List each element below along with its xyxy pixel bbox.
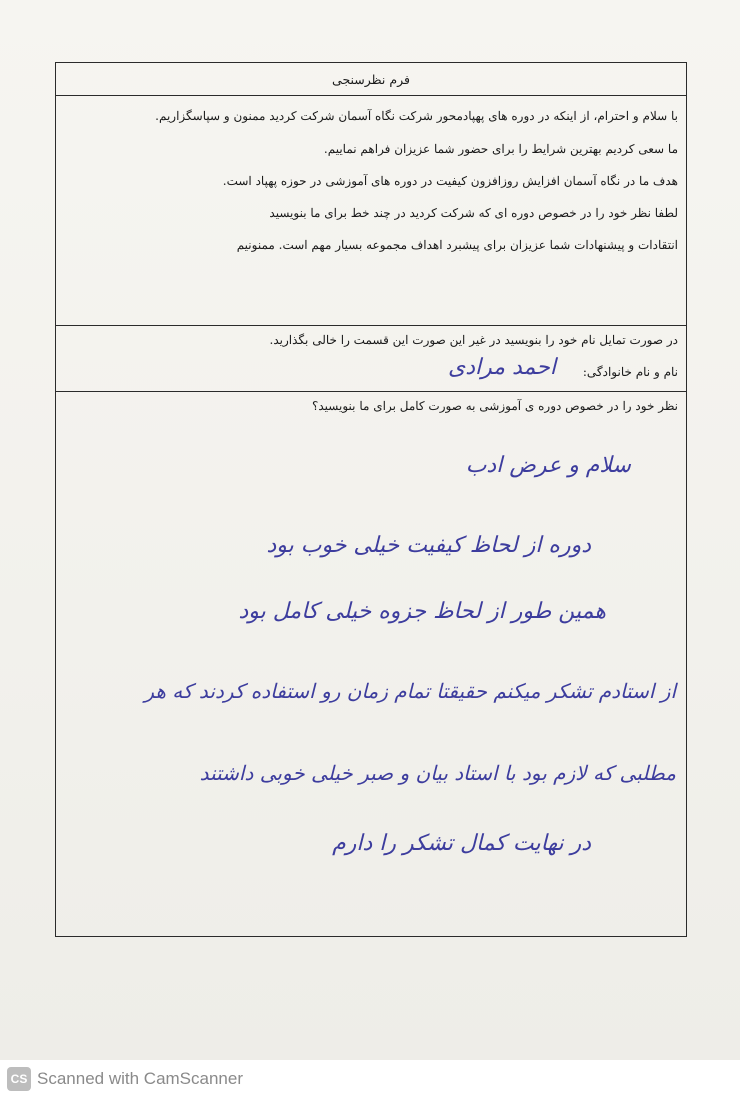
name-instruction: در صورت تمایل نام خود را بنویسید در غیر این صورت این قسمت را خالی بگذارید.	[269, 333, 678, 347]
handwritten-line: از استادم تشکر میکنم حقیقتا تمام زمان رو استفاده کردند که هر	[144, 679, 676, 703]
handwritten-line: دوره از لحاظ کیفیت خیلی خوب بود	[266, 533, 591, 558]
question-text: نظر خود را در خصوص دوره ی آموزشی به صورت کامل برای ما بنویسید؟	[312, 399, 678, 413]
handwritten-line: همین طور از لحاظ جزوه خیلی کامل بود	[238, 599, 606, 624]
scanned-with-text: Scanned with CamScanner	[37, 1068, 244, 1088]
survey-form	[55, 62, 687, 937]
camscanner-footer	[0, 1060, 740, 1097]
name-handwriting: احمد مرادی	[447, 355, 556, 380]
name-section	[56, 325, 686, 392]
handwritten-line: در نهایت کمال تشکر را دارم	[332, 831, 591, 856]
handwritten-line: مطلبی که لازم بود با استاد بیان و صبر خیلی خوبی داشتند	[199, 761, 676, 785]
intro-line: ما سعی کردیم بهترین شرایط را برای حضور شما عزیزان فراهم نماییم.	[323, 142, 678, 156]
intro-section	[56, 95, 686, 326]
camscanner-logo: CS	[7, 1067, 31, 1091]
form-title: فرم نظرسنجی	[56, 63, 686, 96]
intro-line: انتقادات و پیشنهادات شما عزیزان برای پیشبرد اهداف مجموعه بسیار مهم است. ممنونیم	[236, 238, 678, 252]
answer-section	[56, 391, 686, 936]
handwritten-line: سلام و عرض ادب	[465, 453, 631, 478]
intro-line: با سلام و احترام، از اینکه در دوره های پهپادمحور شرکت نگاه آسمان شرکت کردید ممنون و سپاسگزاریم.	[155, 109, 678, 123]
intro-line: لطفا نظر خود را در خصوص دوره ای که شرکت کردید در چند خط برای ما بنویسید	[269, 206, 678, 220]
intro-line: هدف ما در نگاه آسمان افزایش روزافزون کیفیت در دوره های آموزشی در حوزه پهپاد است.	[222, 174, 678, 188]
name-label: نام و نام خانوادگی:	[582, 365, 678, 379]
